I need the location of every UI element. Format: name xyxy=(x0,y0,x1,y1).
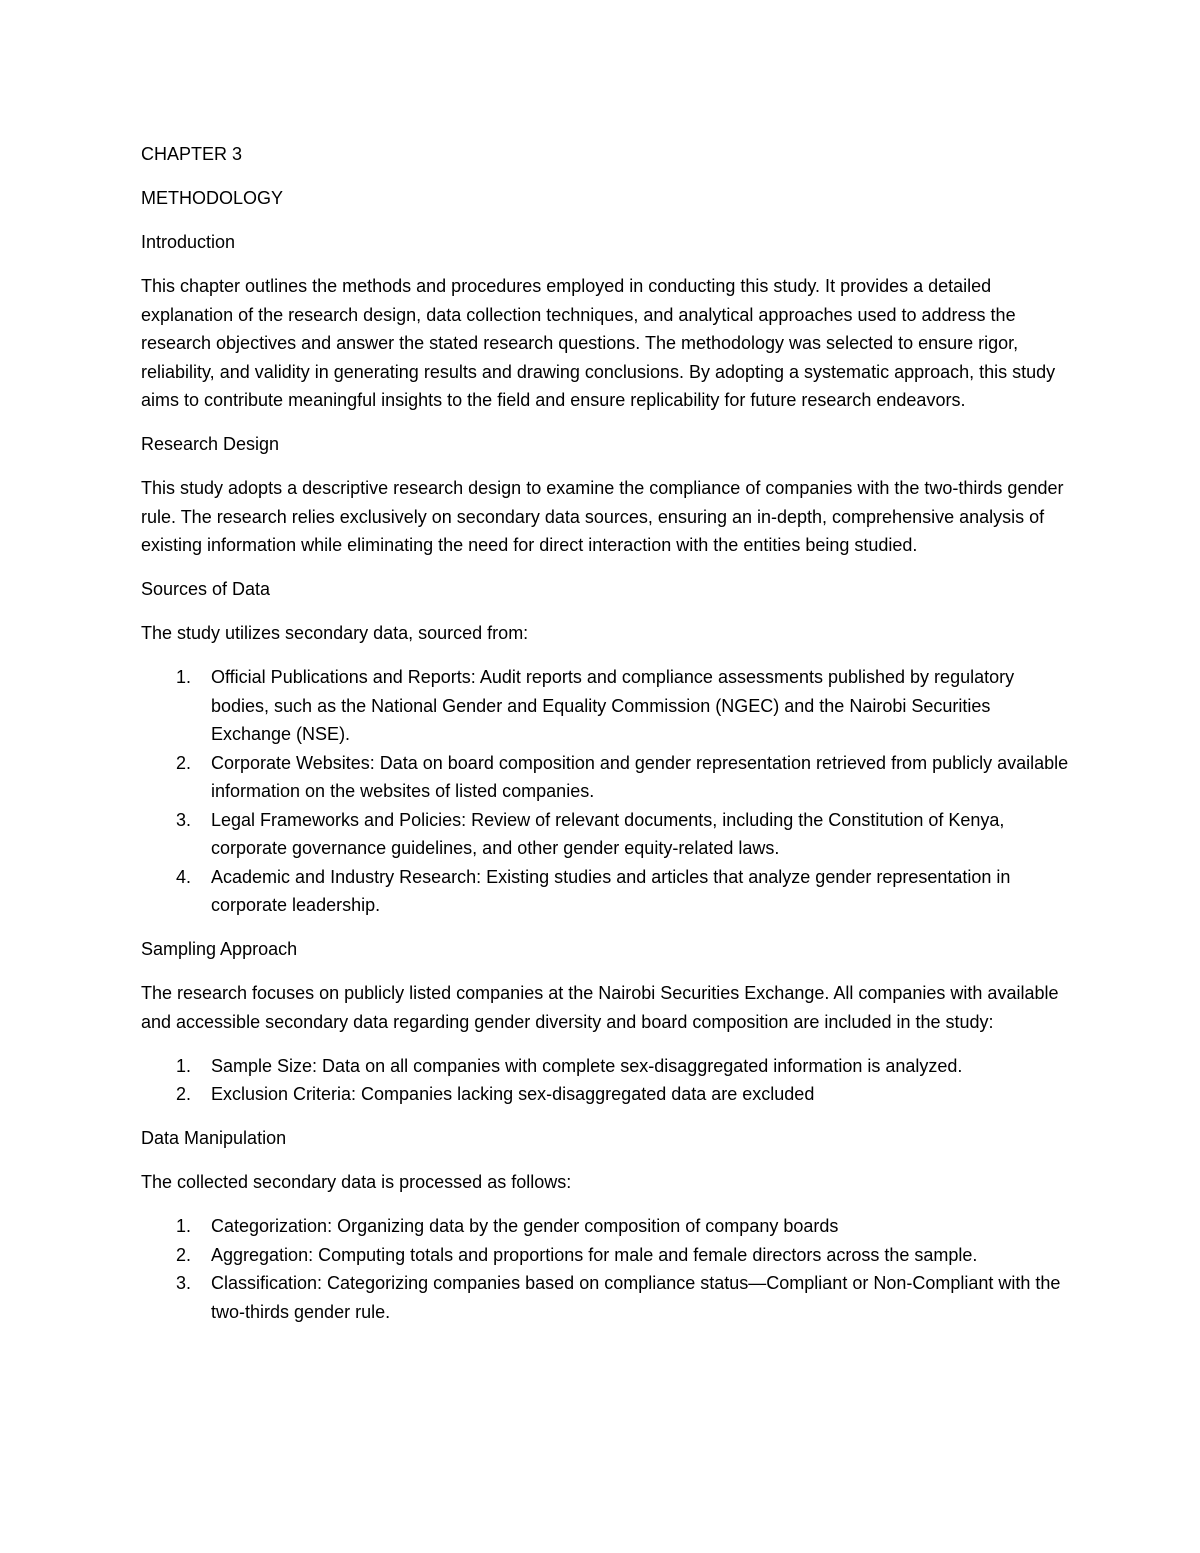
research-design-paragraph: This study adopts a descriptive research design to examine the compliance of companies with the two-thirds gender rule. The research relies exclusively on secondary data sources, ensuring an in-depth, comprehensive analysis of existing information while eliminating the need for direct interaction with the entities being studied. xyxy=(141,478,1064,555)
introduction-paragraph: This chapter outlines the methods and procedures employed in conducting this study. It provides a detailed explanation of the research design, data collection techniques, and analytical approaches used to address the research objectives and answer the stated research questions. The methodology was selected to ensure rigor, reliability, and validity in generating results and drawing conclusions. By adopting a systematic approach, this study aims to contribute meaningful insights to the field and ensure replicability for future research endeavors. xyxy=(141,276,1056,410)
list-item xyxy=(141,1052,1071,1081)
list-item-number: 2. xyxy=(176,752,192,773)
list-item xyxy=(141,1080,1071,1109)
list-item xyxy=(141,1269,1071,1326)
list-item-number: 2. xyxy=(176,1244,192,1265)
list-item-text: Exclusion Criteria: Companies lacking sex-disaggregated data are excluded xyxy=(211,1084,815,1104)
chapter-title: METHODOLOGY xyxy=(141,188,284,208)
list-item-text: Legal Frameworks and Policies: Review of relevant documents, including the Constitution of Kenya, corporate governance guidelines, and other gender equity-related laws. xyxy=(211,809,1005,858)
list-item-number: 3. xyxy=(176,809,192,830)
list-item xyxy=(141,806,1071,863)
list-item-text: Official Publications and Reports: Audit reports and compliance assessments published by regulatory bodies, such as the National Gender and Equality Commission (NGEC) and the Nairobi Securities Exchange (NSE). xyxy=(211,667,1015,744)
sampling-approach-list xyxy=(141,1052,1071,1109)
list-item-text: Classification: Categorizing companies based on compliance status—Compliant or Non-Compliant with the two-thirds gender rule. xyxy=(211,1273,1061,1322)
list-item xyxy=(141,749,1071,806)
research-design-heading: Research Design xyxy=(141,434,280,454)
document-body xyxy=(141,140,1071,1342)
data-manipulation-intro: The collected secondary data is processed as follows: xyxy=(141,1172,572,1192)
data-manipulation-heading: Data Manipulation xyxy=(141,1128,287,1148)
list-item-text: Corporate Websites: Data on board composition and gender representation retrieved from publicly available information on the websites of listed companies. xyxy=(211,752,1069,801)
list-item xyxy=(141,663,1071,749)
sources-of-data-heading: Sources of Data xyxy=(141,579,271,599)
list-item-number: 1. xyxy=(176,667,192,687)
list-item-text: Categorization: Organizing data by the gender composition of company boards xyxy=(211,1216,839,1236)
list-item-number: 2. xyxy=(176,1084,192,1104)
sources-of-data-list xyxy=(141,663,1071,920)
list-item xyxy=(141,863,1071,920)
list-item-number: 1. xyxy=(176,1055,192,1076)
list-item-text: Academic and Industry Research: Existing studies and articles that analyze gender representation in corporate leadership. xyxy=(211,866,1011,915)
list-item-number: 4. xyxy=(176,866,192,887)
list-item-text: Aggregation: Computing totals and proportions for male and female directors across the sample. xyxy=(211,1244,978,1265)
list-item xyxy=(141,1212,1071,1241)
chapter-label: CHAPTER 3 xyxy=(141,144,243,164)
data-manipulation-list xyxy=(141,1212,1071,1326)
list-item-text: Sample Size: Data on all companies with complete sex-disaggregated information is analyzed. xyxy=(211,1055,963,1076)
sources-of-data-intro: The study utilizes secondary data, sourced from: xyxy=(141,623,529,643)
sampling-approach-paragraph: The research focuses on publicly listed companies at the Nairobi Securities Exchange. All companies with available and accessible secondary data regarding gender diversity and board composition are included in the study: xyxy=(141,983,1059,1032)
list-item-number: 1. xyxy=(176,1216,192,1236)
list-item-number: 3. xyxy=(176,1273,192,1293)
list-item xyxy=(141,1241,1071,1270)
sampling-approach-heading: Sampling Approach xyxy=(141,939,298,959)
introduction-heading: Introduction xyxy=(141,232,236,252)
